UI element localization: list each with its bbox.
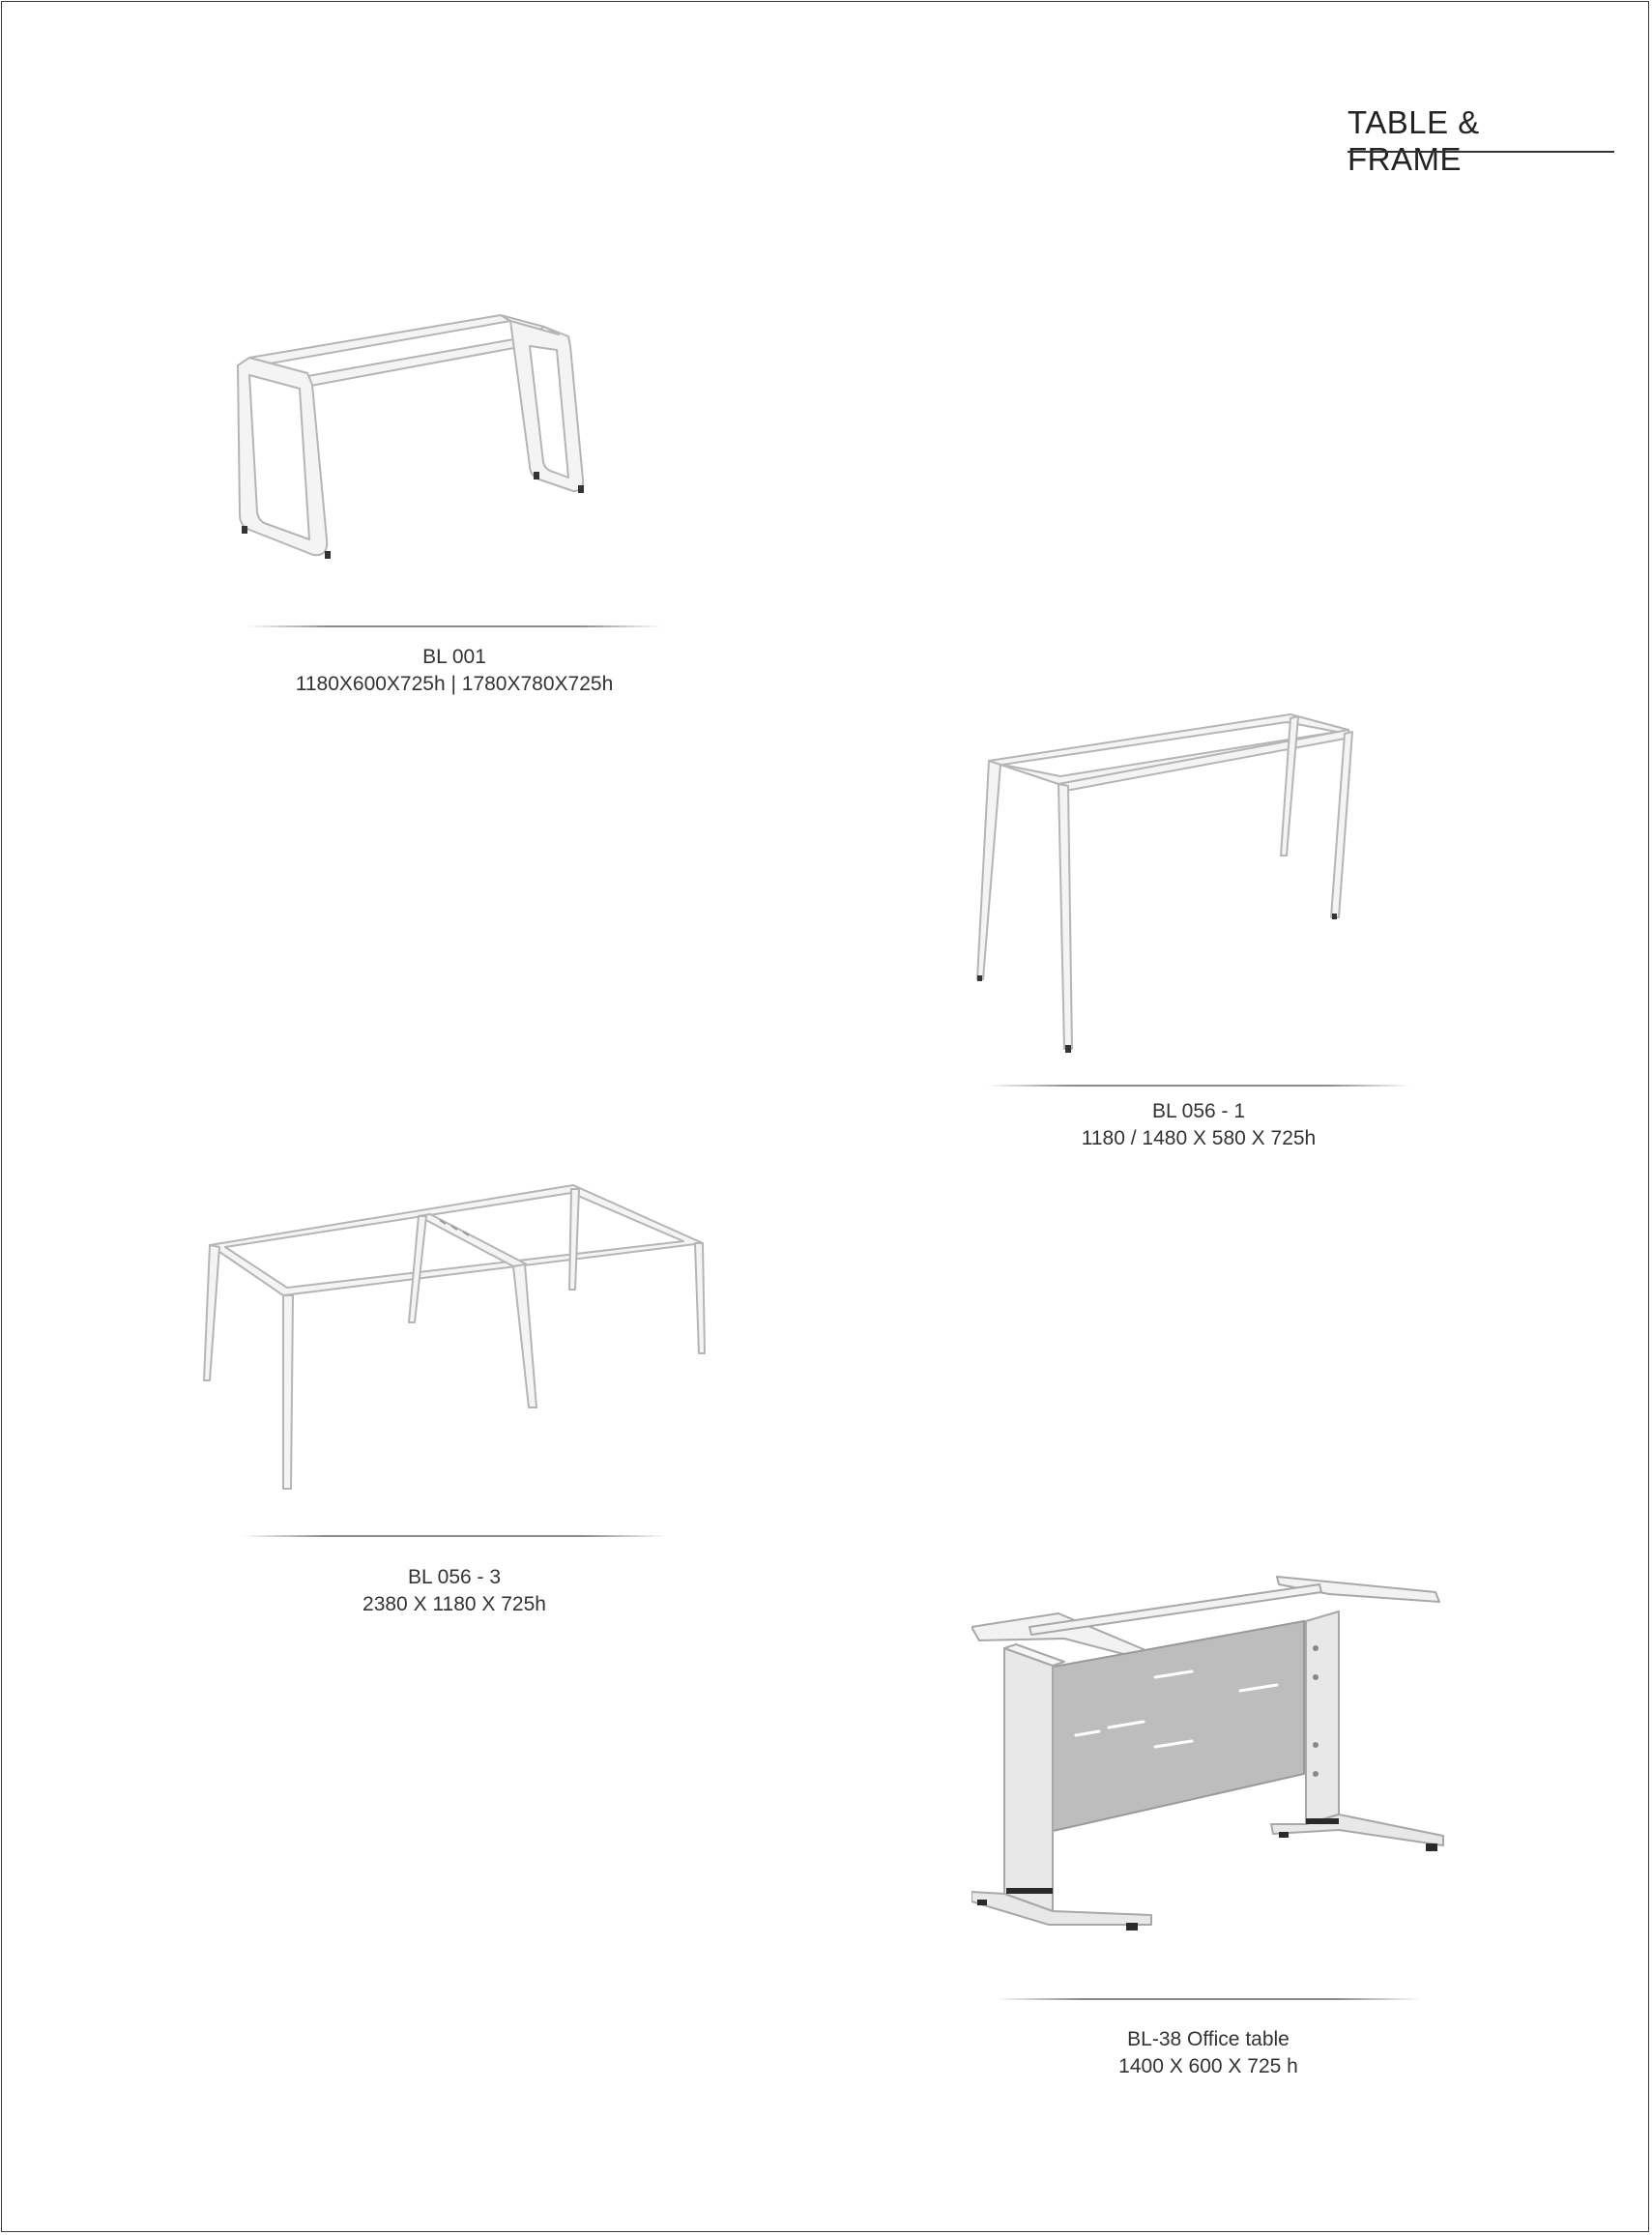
product-name: BL 056 - 3	[407, 1566, 502, 1588]
caption-bl-056-3	[261, 1564, 648, 1618]
caption-bl-001	[261, 644, 648, 698]
product-image-bl-38	[971, 1571, 1445, 1938]
product-dimensions: 1180 / 1480 X 580 X 725h	[1081, 1127, 1317, 1149]
caption-divider-bl-056-1	[986, 1085, 1411, 1087]
product-dimensions: 1400 X 600 X 725 h	[1118, 2055, 1298, 2077]
product-name: BL 056 - 1	[1151, 1100, 1246, 1122]
caption-bl-056-1	[1005, 1098, 1392, 1152]
product-name: BL-38 Office table	[1127, 2028, 1290, 2050]
product-image-bl-056-3	[198, 1181, 715, 1495]
caption-divider-bl-001	[246, 625, 662, 627]
caption-divider-bl-38	[996, 1998, 1421, 2000]
section-title: TABLE & FRAME	[1348, 104, 1480, 177]
product-dimensions: 2380 X 1180 X 725h	[362, 1593, 546, 1615]
caption-divider-bl-056-3	[242, 1535, 667, 1537]
caption-bl-38	[1015, 2026, 1402, 2080]
product-dimensions: 1180X600X725h | 1780X780X725h	[295, 673, 614, 695]
product-name: BL 001	[422, 646, 486, 668]
product-image-bl-056-1	[971, 711, 1406, 1059]
product-image-bl-001	[220, 307, 675, 564]
section-title-underline	[1348, 151, 1614, 153]
